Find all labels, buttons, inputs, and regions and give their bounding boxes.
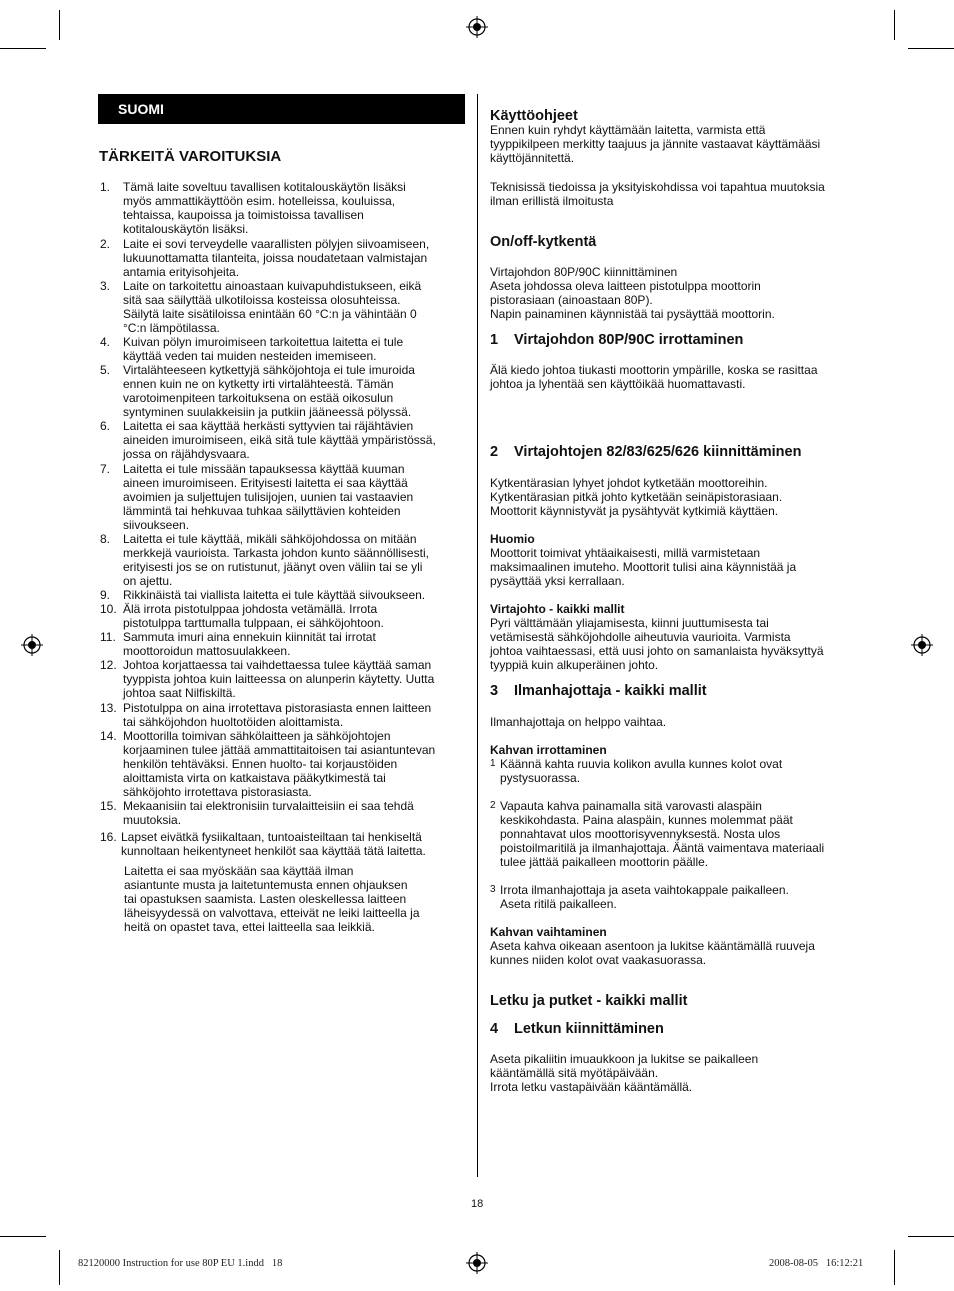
section-title: Virtajohtojen 82/83/625/626 kiinnittäminen (514, 444, 802, 460)
item-number: 13. (100, 701, 117, 715)
crop-mark (894, 10, 895, 40)
item-number: 10. (100, 602, 117, 616)
handle-removal-heading: Kahvan irrottaminen (490, 743, 607, 757)
section-1-heading (490, 331, 743, 349)
note-paragraph: Moottorit toimivat yhtäaikaisesti, millä varmistetaan maksimaalinen imuteho. Moottorit tulisi aina käynnistää ja pysäyttää yksi kerrallaan. (490, 546, 797, 588)
item-number: 7. (100, 462, 111, 476)
crop-mark (908, 1236, 954, 1237)
warning-item-10 (100, 602, 468, 630)
item-text: Mekaanisiin tai elektronisiin turvalaitteisiin ei saa tehdä muutoksia. (123, 799, 414, 827)
warning-item-7 (100, 462, 468, 532)
section-title: Ilmanhajottaja - kaikki mallit (514, 683, 707, 699)
crop-mark (908, 48, 954, 49)
item-text: Älä irrota pistotulppaa johdosta vetämällä. Irrota pistotulppa tarttumalla tulppaan, ei sähköjohtoon. (123, 602, 384, 630)
item-text: Laite ei sovi terveydelle vaarallisten pölyjen siivoamiseen, lukuunottamatta tilanteita, joissa noudatetaan valmistajan antamia erityisohjeita. (123, 237, 430, 279)
handle-step-3 (490, 883, 860, 911)
note-heading: Huomio (490, 532, 535, 546)
warning-item-15 (100, 799, 468, 827)
warning-item-16-extra: Laitetta ei saa myöskään saa käyttää ilman asiantunte musta ja laitetuntemusta ennen ohjauksen tai opastuksen saamista. Lasten oleskellessa laitteen läheisyydessä on valvottava, etteivät ne leiki laitteella ja heitä on opastet tava, ettei laitteella saa leikkiä. (124, 864, 420, 934)
warning-item-9 (100, 588, 468, 602)
registration-mark-icon (21, 634, 43, 656)
power-cord-heading: Virtajohto - kaikki mallit (490, 602, 625, 616)
step-text: Irrota ilmanhajottaja ja aseta vaihtokappale paikalleen. Aseta ritilä paikalleen. (500, 883, 789, 911)
footer-file-name: 82120000 Instruction for use 80P EU 1.indd 18 (78, 1258, 283, 1269)
usage-paragraph-1: Ennen kuin ryhdyt käyttämään laitetta, varmista että tyyppikilpeen merkitty taajuus ja jännite vastaavat käyttämääsi käyttöjännitettä. (490, 123, 821, 165)
item-number: 12. (100, 658, 117, 672)
section-4-paragraph: Aseta pikaliitin imuaukkoon ja lukitse se paikalleen kääntämällä sitä myötäpäivään. Irrota letku vastapäivään kääntämällä. (490, 1052, 759, 1094)
hose-heading: Letku ja putket - kaikki mallit (490, 993, 688, 1009)
item-number: 6. (100, 419, 111, 433)
warning-item-5 (100, 363, 468, 419)
warning-item-12 (100, 658, 468, 700)
usage-paragraph-2: Teknisissä tiedoissa ja yksityiskohdissa voi tapahtua muutoksia ilman erillistä ilmoitusta (490, 180, 825, 208)
section-2-paragraph: Kytkentärasian lyhyet johdot kytketään moottoreihin. Kytkentärasian pitkä johto kytketään seinäpistorasiaan. Moottorit käynnistyvät ja pysähtyvät kytkimiä käyttäen. (490, 476, 783, 518)
warning-item-16 (100, 830, 468, 858)
item-text: Laitetta ei saa käyttää herkästi syttyvien tai räjähtävien aineiden imuroimiseen, eikä sitä tule käyttää ympäristössä, jossa on räjähdysvaara. (123, 419, 436, 461)
item-text: Laitetta ei tule missään tapauksessa käyttää kuuman aineen imuroimiseen. Erityisesti laitetta ei saa käyttää avoimien ja suljettujen tulisijojen, uunien tai vastaavien lämmintä tai hehkuvaa tuhkaa säilyttävien kohteiden siivoukseen. (123, 462, 414, 532)
warning-item-4 (100, 335, 468, 363)
page-number: 18 (471, 1198, 484, 1210)
item-number: 4. (100, 335, 111, 349)
section-number: 3 (490, 683, 499, 699)
item-text: Virtalähteeseen kytkettyjä sähköjohtoja ei tule imuroida ennen kuin ne on kytketty irti virtalähteestä. Tämän varotoimenpiteen tarkoituksena on estää oikosulun syntyminen suulakkeisiin ja putkiin jääneessä pölyssä. (123, 363, 415, 419)
item-number: 8. (100, 532, 111, 546)
crop-mark (0, 48, 46, 49)
warning-item-13 (100, 701, 468, 729)
handle-replace-heading: Kahvan vaihtaminen (490, 925, 607, 939)
section-title: Letkun kiinnittäminen (514, 1021, 664, 1037)
step-text: Vapauta kahva painamalla sitä varovasti alaspäin keskikohdasta. Paina alaspäin, kunnes molemmat päät ponnahtavat ulos moottorisyvennyksestä. Nosta ulos poistoilmaritilä ja ilmanhajottaja. Ääntä vaimentava materiaali tulee jättää paikalleen moottorin päälle. (500, 799, 825, 869)
item-text: Kuivan pölyn imuroimiseen tarkoitettua laitetta ei tule käyttää veden tai muiden nesteiden imemiseen. (123, 335, 404, 363)
step-number: 2 (490, 800, 496, 811)
section-2-heading (490, 443, 801, 461)
power-cord-paragraph: Pyri välttämään yliajamisesta, kiinni juuttumisesta tai vetämisestä sähköjohdolle aiheutuvia vaurioita. Varmista johtoa vaihtaessasi, että uusi johto on samanlaista hyväksyttyä tyyppiä kuin alkuperäinen johto. (490, 616, 824, 672)
warning-item-6 (100, 419, 468, 461)
step-number: 3 (490, 884, 496, 895)
section-3-heading (490, 682, 707, 700)
usage-heading: Käyttöohjeet (490, 108, 578, 124)
item-number: 11. (100, 630, 116, 644)
step-text: Käännä kahta ruuvia kolikon avulla kunnes kolot ovat pystysuorassa. (500, 757, 783, 785)
item-text: Moottorilla toimivan sähkölaitteen ja sähköjohtojen korjaaminen tulee jättää ammattitaitoisen tai asiantuntevan henkilön tehtäväksi. Ennen huolto- tai korjaustöiden aloittamista virta on katkaistava pääkytkimestä tai sähköjohto irrotettava pistorasiasta. (123, 729, 436, 799)
item-text: Laite on tarkoitettu ainoastaan kuivapuhdistukseen, eikä sitä saa säilyttää ulkotiloissa kosteissa olosuhteissa. Säilytä laite sisätiloissa enintään 60 °C:n ja vähintään 0 °C:n lämpötilassa. (123, 279, 422, 335)
section-1-paragraph: Älä kiedo johtoa tiukasti moottorin ympärille, koska se rasittaa johtoa ja lyhentää sen käyttöikää huomattavasti. (490, 363, 818, 391)
item-number: 15. (100, 799, 117, 813)
section-number: 4 (490, 1021, 499, 1037)
warnings-heading: TÄRKEITÄ VAROITUKSIA (99, 148, 282, 165)
item-text: Pistotulppa on aina irrotettava pistorasiasta ennen laitteen tai sähköjohdon huoltotöiden aloittamista. (123, 701, 432, 729)
item-text: Lapset eivätkä fysiikaltaan, tuntoaisteiltaan tai henkiseltä kunnoltaan heikentyneet henkilöt saa käyttää tätä laitetta. (121, 830, 426, 858)
item-number: 1. (100, 180, 111, 194)
handle-replace-paragraph: Aseta kahva oikeaan asentoon ja lukitse kääntämällä ruuveja kunnes niiden kolot ovat vaakasuorassa. (490, 939, 815, 967)
item-number: 5. (100, 363, 111, 377)
warning-item-1 (100, 180, 468, 236)
warning-item-3 (100, 279, 468, 335)
item-text: Laitetta ei tule käyttää, mikäli sähköjohdossa on mitään merkkejä vaurioista. Tarkasta johdon kunto säännöllisesti, erityisesti jos se on rutistunut, jäänyt oven väliin tai se yli on ajettu. (123, 532, 429, 588)
item-text: Rikkinäistä tai viallista laitetta ei tule käyttää siivoukseen. (123, 588, 426, 602)
section-number: 1 (490, 332, 499, 348)
handle-step-2 (490, 799, 860, 869)
registration-mark-icon (911, 634, 933, 656)
item-number: 9. (100, 588, 111, 602)
crop-mark (59, 10, 60, 40)
item-number: 16. (100, 830, 117, 844)
section-number: 2 (490, 444, 499, 460)
item-number: 2. (100, 237, 111, 251)
section-title: Virtajohdon 80P/90C irrottaminen (514, 332, 744, 348)
warning-item-14 (100, 729, 468, 799)
onoff-paragraph: Virtajohdon 80P/90C kiinnittäminen Aseta johdossa oleva laitteen pistotulppa moottorin pistorasiaan (ainoastaan 80P). Napin painaminen käynnistää tai pysäyttää moottorin. (490, 265, 775, 321)
column-divider (477, 94, 478, 1177)
item-text: Sammuta imuri aina ennekuin kiinnität tai irrotat moottoroidun mattosuulakkeen. (123, 630, 376, 658)
handle-step-1 (490, 757, 860, 785)
crop-mark (0, 1236, 46, 1237)
crop-mark (894, 1250, 895, 1285)
item-number: 3. (100, 279, 111, 293)
footer-date: 2008-08-05 16:12:21 (769, 1258, 864, 1269)
crop-mark (59, 1250, 60, 1285)
warning-item-2 (100, 237, 468, 279)
item-text: Johtoa korjattaessa tai vaihdettaessa tulee käyttää saman tyyppista johtoa kuin laitteessa on alunperin käytetty. Uutta johtoa saat Nilfiskiltä. (123, 658, 435, 700)
onoff-heading: On/off-kytkentä (490, 234, 597, 250)
item-number: 14. (100, 729, 117, 743)
registration-mark-icon (466, 16, 488, 38)
warning-item-11 (100, 630, 468, 658)
language-bar: SUOMI (98, 94, 465, 124)
registration-mark-icon (466, 1252, 488, 1274)
section-4-heading (490, 1020, 664, 1038)
step-number: 1 (490, 758, 496, 769)
section-3-paragraph: Ilmanhajottaja on helppo vaihtaa. (490, 715, 667, 729)
item-text: Tämä laite soveltuu tavallisen kotitalouskäytön lisäksi myös ammattikäyttöön esim. hotelleissa, kouluissa, tehtaissa, kaupoissa ja toimistoissa tavallisen kotitalouskäytön lisäksi. (123, 180, 406, 236)
warning-item-8 (100, 532, 468, 588)
